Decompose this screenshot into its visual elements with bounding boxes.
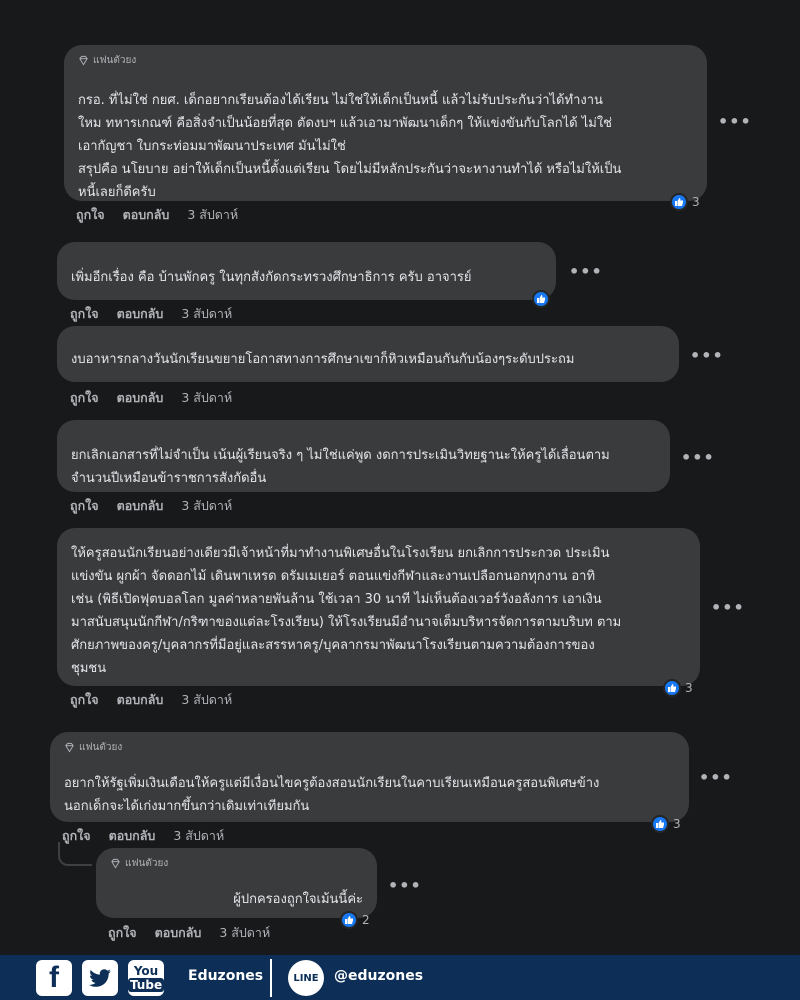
timestamp: 3 สัปดาห์ xyxy=(181,692,233,707)
reaction-number: 3 xyxy=(685,681,693,695)
reaction-count[interactable] xyxy=(532,290,550,308)
like-button[interactable]: ถูกใจ xyxy=(62,828,91,843)
youtube-bottom-text: Tube xyxy=(129,978,163,992)
line-icon-label: LINE xyxy=(293,972,319,984)
footer-bar xyxy=(0,955,800,1000)
comment-text: ยกเลิกเอกสารที่ไม่จำเป็น เน้นผู้เรียนจริง ๆ ไม่ใช่แค่พูด งดการประเมินวิทยฐานะให้ครูได้เลื่อนตาม จำนวนปีเหมือนข้าราชการสังกัดอื่น xyxy=(71,448,610,486)
badge-label: แฟนตัวยง xyxy=(79,742,123,753)
thumbs-up-icon xyxy=(651,815,669,833)
comment-bubble xyxy=(57,242,556,300)
diamond-icon xyxy=(110,858,121,869)
facebook-icon[interactable]: f xyxy=(36,960,72,996)
more-options-icon[interactable]: ••• xyxy=(569,262,603,281)
twitter-icon[interactable] xyxy=(82,960,118,996)
comment-text: กรอ. ที่ไม่ใช่ กยศ. เด็กอยากเรียนต้องได้เรียน ไม่ใช่ให้เด็กเป็นหนี้ แล้วไม่รับประกันว่าได้ทำงาน ใหม ทหารเกณฑ์ คือสิ่งจำเป็นน้อยที่สุด ตัดงบฯ แล้วเอามาพัฒนาเด็กๆ ให้แข่งขันกับโลกได้ ไม่ใช่ เอากัญชา ใบกระท่อมมาพัฒนาประเทศ มันไม่ใช่ สรุปคือ นโยบาย อย่าให้เด็กเป็นหนี้ตั้งแต่เรียน โดยไม่มีหลักประกันว่าจะหางานทำได้ หรือไม่ให้เป็น หนี้เลยก็ดีครับ xyxy=(78,93,622,200)
like-button[interactable]: ถูกใจ xyxy=(70,498,99,513)
line-icon[interactable] xyxy=(288,960,324,996)
reaction-count[interactable] xyxy=(663,679,693,697)
footer-divider xyxy=(270,959,272,997)
reaction-count[interactable] xyxy=(651,815,681,833)
timestamp: 3 สัปดาห์ xyxy=(173,828,225,843)
line-handle[interactable]: @eduzones xyxy=(334,968,424,984)
reply-button[interactable]: ตอบกลับ xyxy=(108,828,156,843)
reply-button[interactable]: ตอบกลับ xyxy=(116,390,164,405)
more-options-icon[interactable]: ••• xyxy=(388,876,422,895)
comment-actions xyxy=(70,304,232,324)
thumbs-up-icon xyxy=(532,290,550,308)
diamond-icon xyxy=(78,55,89,66)
reaction-number: 2 xyxy=(362,913,370,927)
timestamp: 3 สัปดาห์ xyxy=(187,207,239,222)
comment-actions xyxy=(70,388,232,408)
top-fan-badge xyxy=(78,53,136,68)
comment-actions xyxy=(108,923,270,943)
timestamp: 3 สัปดาห์ xyxy=(181,390,233,405)
brand-name[interactable]: Eduzones xyxy=(188,968,264,984)
reply-button[interactable]: ตอบกลับ xyxy=(154,925,202,940)
comment-actions xyxy=(70,690,232,710)
comment-text: ผู้ปกครองถูกใจเม้นนี้ค่ะ xyxy=(233,892,363,907)
reply-button[interactable]: ตอบกลับ xyxy=(116,692,164,707)
more-options-icon[interactable]: ••• xyxy=(718,112,752,131)
top-fan-badge xyxy=(64,740,122,755)
timestamp: 3 สัปดาห์ xyxy=(181,498,233,513)
comment-text: งบอาหารกลางวันนักเรียนขยายโอกาสทางการศึกษาเขาก็หิวเหมือนกันกับน้องๆระดับประถม xyxy=(71,352,575,367)
reaction-number: 3 xyxy=(673,817,681,831)
reply-button[interactable]: ตอบกลับ xyxy=(116,306,164,321)
top-fan-badge xyxy=(110,856,168,871)
like-button[interactable]: ถูกใจ xyxy=(70,390,99,405)
comment-actions xyxy=(70,496,232,516)
badge-label: แฟนตัวยง xyxy=(93,55,137,66)
more-options-icon[interactable]: ••• xyxy=(699,768,733,787)
comment-text: ให้ครูสอนนักเรียนอย่างเดียวมีเจ้าหน้าที่มาทำงานพิเศษอื่นในโรงเรียน ยกเลิกการประกวด ประเมิน แข่งขัน ผูกผ้า จัดดอกไม้ เดินพาเหรด ดรัมเมเยอร์ ตอนแข่งกีฬาและงานเปลือกนอกทุกงาน อาทิ เช่น (พิธีเปิดฟุตบอลโลก มูลค่าหลายพันล้าน ใช้เวลา 30 นาที ไม่เห็นต้องเวอร์วังอลังการ เอาเงิน มาสนับสนุนนักกีฬา/กริฑาของแต่ละโรงเรียน) ให้โรงเรียนมีอำนาจเต็มบริหารจัดการตามบริบท ตาม ศักยภาพของครู/บุคลากรที่มีอยู่และสรรหาครู/บุคลากรมาพัฒนาโรงเรียนตามความต้องการของ ชุมชน xyxy=(71,546,622,676)
more-options-icon[interactable]: ••• xyxy=(690,346,724,365)
reply-button[interactable]: ตอบกลับ xyxy=(116,498,164,513)
comment-bubble xyxy=(57,420,670,492)
thumbs-up-icon xyxy=(670,193,688,211)
comment-actions xyxy=(76,205,238,225)
more-options-icon[interactable]: ••• xyxy=(711,598,745,617)
reaction-count[interactable] xyxy=(670,193,700,211)
timestamp: 3 สัปดาห์ xyxy=(219,925,271,940)
youtube-top-text: You xyxy=(133,964,159,978)
reaction-number: 3 xyxy=(692,195,700,209)
comment-bubble xyxy=(57,326,679,382)
comment-bubble xyxy=(64,45,707,201)
badge-label: แฟนตัวยง xyxy=(125,858,169,869)
comment-bubble xyxy=(57,528,700,686)
timestamp: 3 สัปดาห์ xyxy=(181,306,233,321)
youtube-icon[interactable] xyxy=(128,960,164,996)
like-button[interactable]: ถูกใจ xyxy=(70,692,99,707)
comment-text: เพิ่มอีกเรื่อง คือ บ้านพักครู ในทุกสังกัดกระทรวงศึกษาธิการ ครับ อาจารย์ xyxy=(71,270,472,285)
comment-text: อยากให้รัฐเพิ่มเงินเดือนให้ครูแต่มีเงื่อนไขครูต้องสอนนักเรียนในคาบเรียนเหมือนครูสอนพิเศษข้าง นอกเด็กจะได้เก่งมากขึ้นกว่าเดิมเท่าเทียมกัน xyxy=(64,776,600,814)
thumbs-up-icon xyxy=(663,679,681,697)
reply-thread-line xyxy=(58,842,92,866)
reaction-count[interactable] xyxy=(340,911,370,929)
diamond-icon xyxy=(64,742,75,753)
thumbs-up-icon xyxy=(340,911,358,929)
like-button[interactable]: ถูกใจ xyxy=(70,306,99,321)
like-button[interactable]: ถูกใจ xyxy=(76,207,105,222)
reply-bubble xyxy=(96,848,377,918)
like-button[interactable]: ถูกใจ xyxy=(108,925,137,940)
more-options-icon[interactable]: ••• xyxy=(681,448,715,467)
comment-bubble xyxy=(50,732,689,822)
reply-button[interactable]: ตอบกลับ xyxy=(122,207,170,222)
